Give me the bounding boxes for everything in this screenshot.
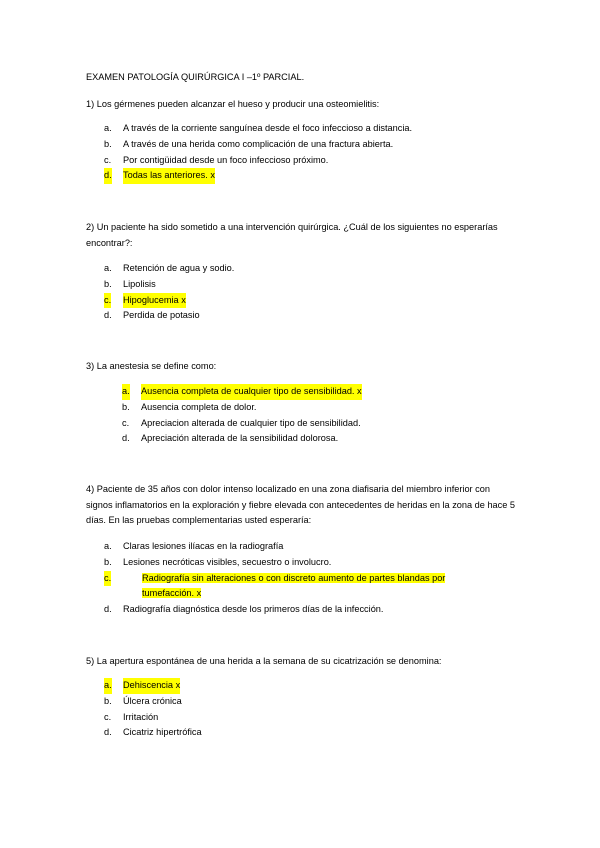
question-4-options <box>104 539 463 618</box>
option-text: Radiografía sin alteraciones o con discreto aumento de partes blandas por tumefacción. x <box>142 572 446 599</box>
option-letter: a. <box>104 123 112 133</box>
option-text: Lipolisis <box>123 278 156 289</box>
option-letter: c. <box>104 154 112 165</box>
option-letter: b. <box>104 695 112 706</box>
q4-option-b <box>104 555 463 571</box>
q4-option-a <box>104 539 463 555</box>
option-text: Por contigüidad desde un foco infeccioso próximo. <box>123 154 329 165</box>
option-text: A través de la corriente sanguínea desde el foco infeccioso a distancia. <box>123 123 413 133</box>
option-letter: a. <box>104 541 112 551</box>
option-text: Radiografía diagnóstica desde los primeros días de la infección. <box>123 604 384 615</box>
option-letter: d. <box>122 433 130 444</box>
q4-option-d <box>104 602 463 618</box>
option-letter: c. <box>104 711 112 722</box>
option-text: Dehiscencia x <box>123 678 180 694</box>
option-letter: b. <box>104 556 112 567</box>
question-5: 5) La apertura espontánea de una herida a la semana de su cicatrización se denomina: <box>86 656 442 666</box>
option-text: A través de una herida como complicación de una fractura abierta. <box>123 138 394 149</box>
question-4: 4) Paciente de 35 años con dolor intenso localizado en una zona diafisaria del miembro inferior con signos inflamatorios en la exploración y fiebre elevada con antecedentes de heridas en la zona de hace 5 días. En las pruebas complementarias usted esperaría: <box>86 484 516 525</box>
question-1: 1) Los gérmenes pueden alcanzar el hueso y producir una osteomielitis: <box>86 99 380 109</box>
option-text: Cicatriz hipertrófica <box>123 727 202 738</box>
option-text: Perdida de potasio <box>123 310 200 321</box>
option-letter: a. <box>104 263 112 273</box>
option-text: Úlcera crónica <box>123 695 182 706</box>
option-text: Lesiones necróticas visibles, secuestro o involucro. <box>123 556 332 567</box>
option-letter: c. <box>122 417 130 428</box>
q4-option-c-answer <box>104 571 463 603</box>
exam-title: EXAMEN PATOLOGÍA QUIRÚRGICA I –1º PARCIAL. <box>86 72 305 82</box>
option-letter: d. <box>104 727 112 738</box>
option-letter: c. <box>104 293 111 309</box>
question-2: 2) Un paciente ha sido sometido a una intervención quirúrgica. ¿Cuál de los siguientes no esperarías encontrar?: <box>86 222 498 248</box>
option-letter: d. <box>104 168 112 184</box>
option-text: Ausencia completa de cualquier tipo de sensibilidad. x <box>141 384 362 400</box>
option-text: Apreciacion alterada de cualquier tipo de sensibilidad. <box>141 417 361 428</box>
option-text: Apreciación alterada de la sensibilidad dolorosa. <box>141 433 339 444</box>
option-text: Irritación <box>123 711 159 722</box>
option-letter: d. <box>104 604 112 615</box>
option-text: Ausencia completa de dolor. <box>141 401 257 412</box>
option-letter: a. <box>122 384 130 400</box>
option-letter: b. <box>122 401 130 412</box>
option-letter: b. <box>104 138 112 149</box>
option-letter: b. <box>104 278 112 289</box>
option-text: Hipoglucemia x <box>123 293 186 309</box>
option-text: Retención de agua y sodio. <box>123 263 235 273</box>
option-letter: c. <box>104 571 111 587</box>
option-letter: d. <box>104 310 112 321</box>
option-text: Claras lesiones ilíacas en la radiografía <box>123 541 284 551</box>
option-text: Todas las anteriores. x <box>123 168 215 184</box>
question-3: 3) La anestesia se define como: <box>86 361 217 371</box>
option-letter: a. <box>104 678 112 694</box>
